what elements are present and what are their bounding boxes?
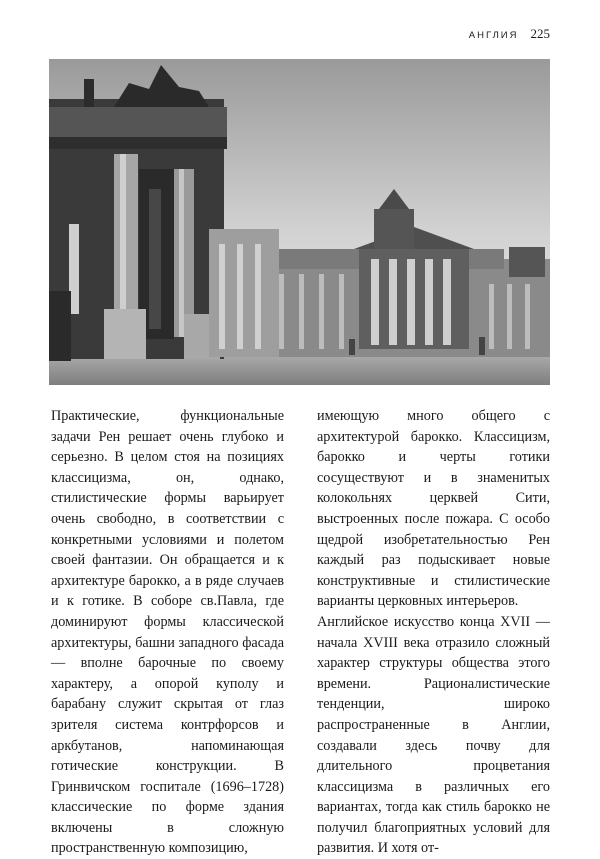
ground — [49, 357, 550, 385]
paragraph: Английское искусство конца XVII — начала XVIII века отразило сложный характер структуры общества этого времени. Рационалистические тенденции, широко распространенные в Англии, создавали здесь почву для длительного процветания классицизма в различных его вариантах, тогда как стиль барокко не получил благоприятных условий для развития. И хотя от- — [317, 613, 550, 857]
foreground-colonnade — [49, 65, 227, 361]
palace-photograph-drawing — [49, 59, 550, 385]
running-head — [469, 26, 550, 42]
paragraph: Практические, функциональные задачи Рен решает очень глубоко и серьезно. В целом стоя на позициях классицизма, он, однако, стилистические формы варьирует очень свободно, в соответствии с конкретными условиями и полетом своей фантазии. Он обращается и к архитектуре барокко, а в ряде случаев и к готике. В соборе св.Павла, где доминируют формы классической архитектуры, башни западного фасада — вполне барочные по своему характеру, а опорой куполу и барабану служит скрытая от глаз зрителя система контрфорсов и аркбутанов, напоминающая готические конструкции. В Гринвичском госпитале (1696–1728) классические по форме здания включены в сложную пространственную композицию, — [51, 408, 284, 857]
side-wing — [209, 229, 279, 357]
paragraph: имеющую много общего с архитектурой барокко. Классицизм, барокко и черты готики сосуществуют и в знаменитых колокольнях церквей Сити, выстроенных после пожара. С особо щедрой изобретательностью Рен каждый раз подыскивает новые конструктивные и стилистические варианты церковных интерьеров. — [317, 408, 550, 610]
section-title: АНГЛИЯ — [468, 30, 519, 41]
text-column-right — [317, 406, 550, 859]
palace-photograph — [49, 59, 550, 385]
text-column-left — [51, 406, 284, 859]
page-number: 225 — [530, 26, 550, 41]
